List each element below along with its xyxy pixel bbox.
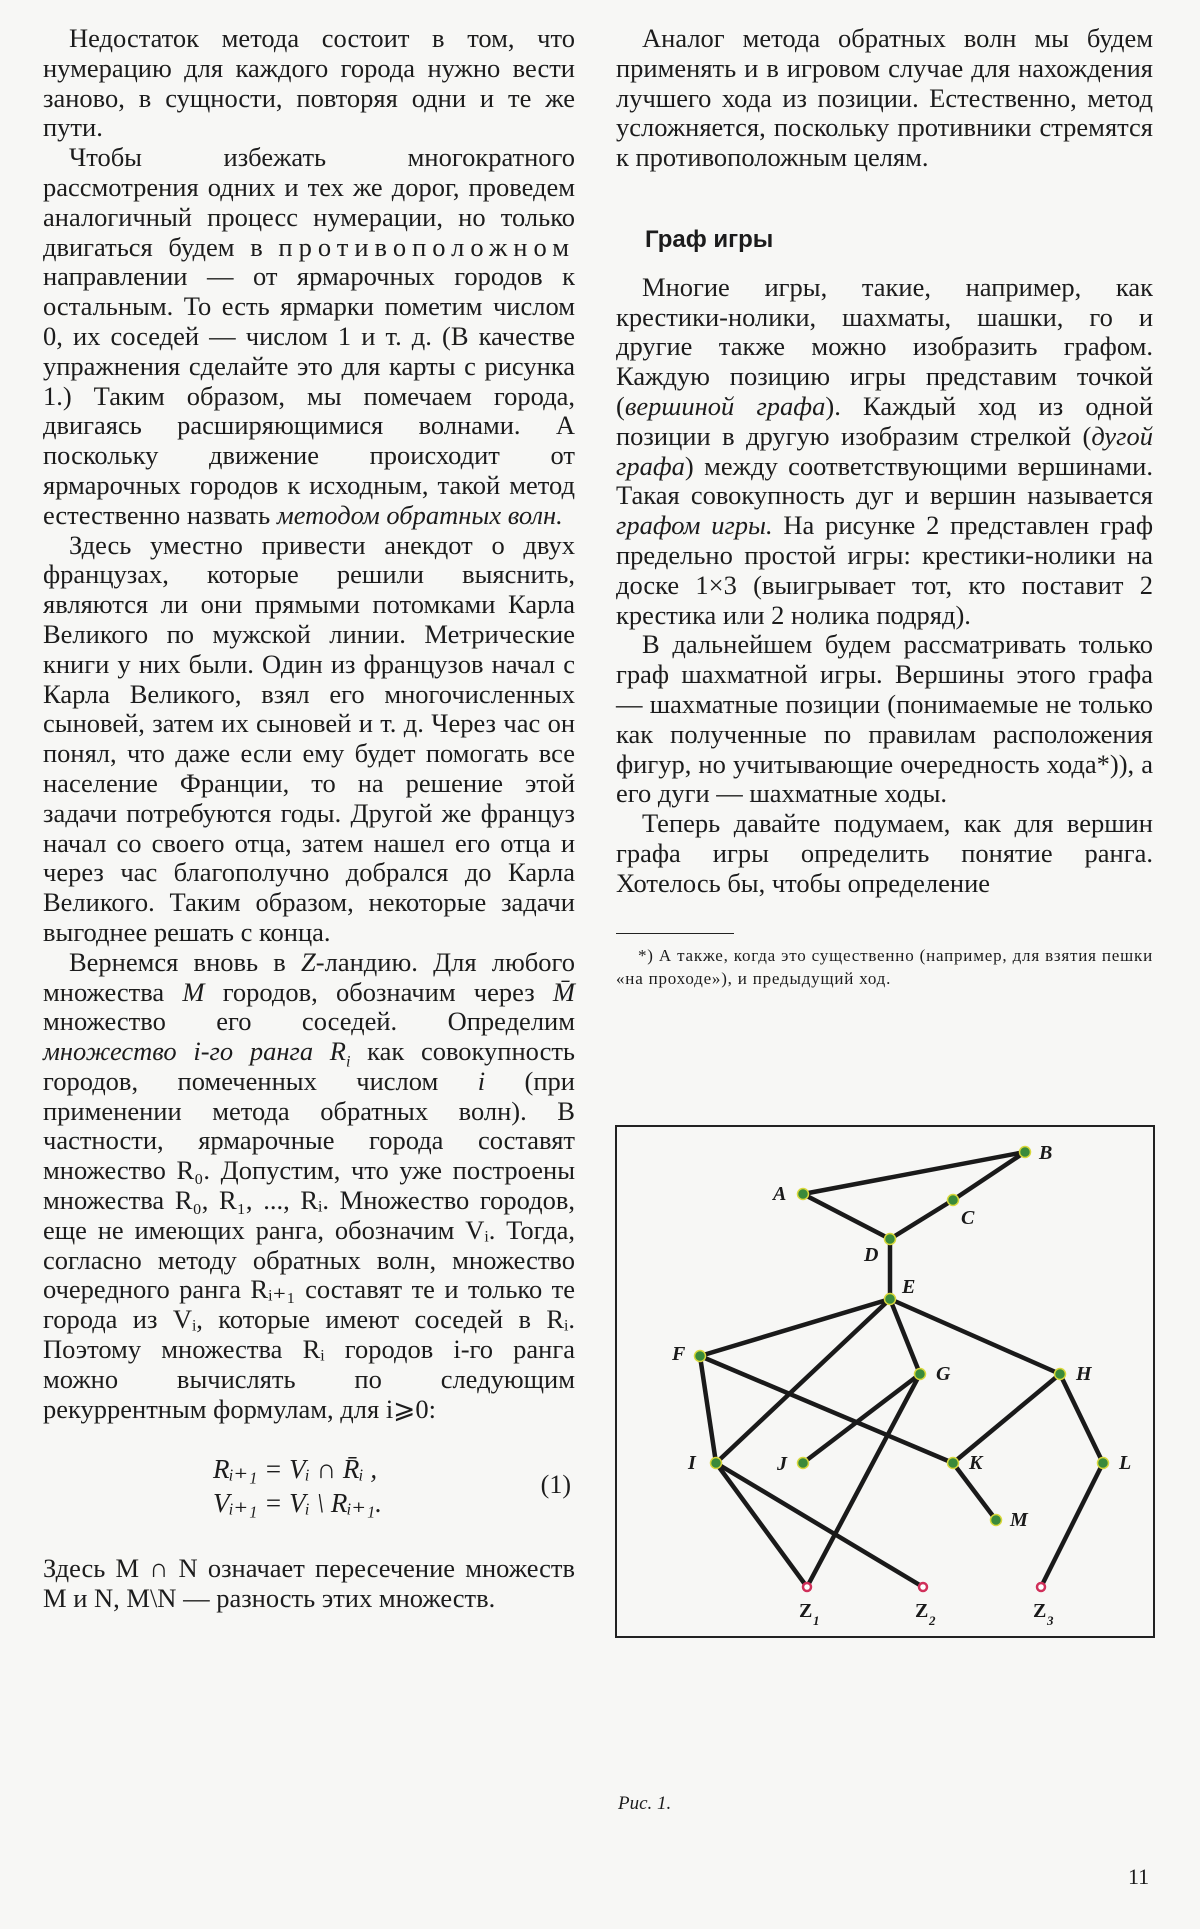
svg-text:C: C	[961, 1207, 975, 1229]
graph-edge	[890, 1200, 953, 1239]
graph-target-z3	[1033, 1583, 1054, 1628]
graph-vertex-g	[915, 1363, 952, 1385]
graph-target-z1	[799, 1583, 820, 1628]
svg-text:Z: Z	[1033, 1600, 1047, 1622]
footnote-rule	[616, 933, 734, 934]
paragraph: Вернемся вновь в Z-ландию. Для любого множества M городов, обозначим через M̄ множество его соседей. Определим множество i-го ранга $R_i$ как совокупность городов, помеченных числом i (при применении метода обратных волн). В частности, ярмарочные города составят множество R₀. Допустим, что уже построены множества R₀, R₁, ..., Rᵢ. Множество городов, еще не имеющих ранга, обозначим Vᵢ. Тогда, согласно методу обратных волн, множество очередного ранга Rᵢ₊₁ составят те и только те города из Vᵢ, которые имеют соседей в Rᵢ. Поэтому множества Rᵢ городов i-го ранга можно вычислять по следующим рекуррентным формулам, для i⩾0:	[43, 946, 575, 1424]
svg-text:G: G	[936, 1363, 951, 1385]
right-column	[616, 24, 1153, 990]
formula-line: Rᵢ₊₁ = Vᵢ ∩ R̄ᵢ ,	[213, 1454, 378, 1485]
svg-text:A: A	[773, 1183, 787, 1205]
svg-text:Z: Z	[915, 1600, 929, 1622]
paragraph: Недостаток метода состоит в том, что нумерацию для каждого города нужно вести заново, в сущности, повторяя одни и те же пути.	[43, 23, 575, 143]
svg-text:1: 1	[813, 1613, 820, 1628]
graph-vertex-f	[671, 1343, 706, 1365]
graph-diagram	[617, 1127, 1153, 1636]
svg-text:F: F	[672, 1343, 686, 1365]
svg-text:3: 3	[1047, 1613, 1054, 1628]
paragraph: Многие игры, такие, например, как крестики-нолики, шахматы, шашки, го и другие также можно изобразить графом. Каждую позицию игры представим точкой (вершиной графа). Каждый ход из одной позиции в другую изобразим стрелкой (дугой графа) между соответствующими вершинами. Такая совокупность дуг и вершин называется графом игры. На рисунке 2 представлен граф предельно простой игры: крестики-нолики на доске 1×3 (выигрывает тот, кто поставит 2 крестика или 2 нолика подряд).	[616, 271, 1153, 630]
graph-edge	[716, 1463, 807, 1587]
svg-text:K: K	[969, 1452, 983, 1474]
graph-edge	[803, 1194, 890, 1239]
graph-figure	[615, 1125, 1155, 1638]
svg-text:J: J	[777, 1453, 787, 1475]
left-column	[43, 24, 575, 1614]
formula-number: (1)	[540, 1470, 571, 1500]
graph-vertex-a	[771, 1183, 809, 1205]
graph-edge	[716, 1463, 923, 1587]
graph-edge	[1041, 1463, 1103, 1587]
svg-text:B: B	[1039, 1142, 1053, 1164]
formula-1	[43, 1444, 575, 1536]
paragraph: Аналог метода обратных волн мы будем применять и в игровом случае для нахождения лучшего хода из позиции. Естественно, метод усложняется, поскольку противники стремятся к противоположным целям.	[616, 23, 1153, 173]
paragraph: Теперь давайте подумаем, как для вершин графа игры определить понятие ранга. Хотелось бы, чтобы определение	[616, 808, 1153, 898]
svg-text:Z: Z	[799, 1600, 813, 1622]
formula-line: Vᵢ₊₁ = Vᵢ \ Rᵢ₊₁.	[213, 1488, 383, 1519]
svg-text:2: 2	[929, 1613, 936, 1628]
page-number: 11	[1128, 1864, 1150, 1889]
graph-edge	[1060, 1374, 1103, 1463]
graph-vertex-c	[948, 1195, 976, 1230]
paragraph: Здесь M ∩ N означает пересечение множеств M и N, M\N — разность этих множеств.	[43, 1553, 575, 1614]
graph-edge	[807, 1374, 920, 1587]
graph-vertex-l	[1098, 1452, 1132, 1474]
graph-edge	[700, 1356, 716, 1463]
svg-text:H: H	[1076, 1363, 1092, 1385]
svg-text:M: M	[1010, 1509, 1028, 1531]
paragraph: В дальнейшем будем рассматривать только граф шахматной игры. Вершины этого графа — шахматные позиции (понимаемые не только как полученные по правилам расположения фигур, но учитывающие очередность хода*)), а его дуги — шахматные ходы.	[616, 629, 1153, 809]
footnote: *) А также, когда это существенно (например, для взятия пешки «на проходе»), и предыдущий ход.	[616, 945, 1153, 988]
graph-vertex-j	[776, 1453, 809, 1475]
svg-text:L: L	[1119, 1452, 1132, 1474]
paragraph: Здесь уместно привести анекдот о двух французах, которые решили выяснить, являются ли они прямыми потомками Карла Великого по мужской линии. Метрические книги у них были. Один из французов начал с Карла Великого, взял его многочисленных сыновей, затем их сыновей и т. д. Через час он понял, что даже если ему будет помогать все население Франции, то на решение этой задачи потребуются годы. Другой же француз начал со своего отца, затем нашел его отца и через час благополучно добрался до Карла Великого. Таким образом, некоторые задачи выгоднее решать с конца.	[43, 529, 575, 947]
svg-text:D: D	[864, 1244, 879, 1266]
paragraph: Чтобы избежать многократного рассмотрения одних и тех же дорог, проведем аналогичный процесс нумерации, но только двигаться будем в противоположном направлении — от ярмарочных городов к остальным. То есть ярмарки пометим числом 0, их соседей — числом 1 и т. д. (В качестве упражнения сделайте это для карты с рисунка 1.) Таким образом, мы помечаем города, двигаясь расширяющимися волнами. А поскольку движение происходит от ярмарочных городов к исходным, такой метод естественно назвать методом обратных волн.	[43, 142, 575, 530]
graph-vertex-h	[1055, 1363, 1094, 1385]
graph-edge	[803, 1374, 920, 1463]
svg-text:I: I	[688, 1452, 696, 1474]
graph-vertex-b	[1020, 1142, 1053, 1164]
graph-edge	[953, 1374, 1060, 1463]
figure-caption: Рис. 1.	[618, 1793, 672, 1814]
svg-text:E: E	[902, 1276, 916, 1298]
section-heading: Граф игры	[645, 225, 774, 253]
graph-target-z2	[915, 1583, 936, 1628]
graph-vertex-m	[991, 1509, 1030, 1531]
